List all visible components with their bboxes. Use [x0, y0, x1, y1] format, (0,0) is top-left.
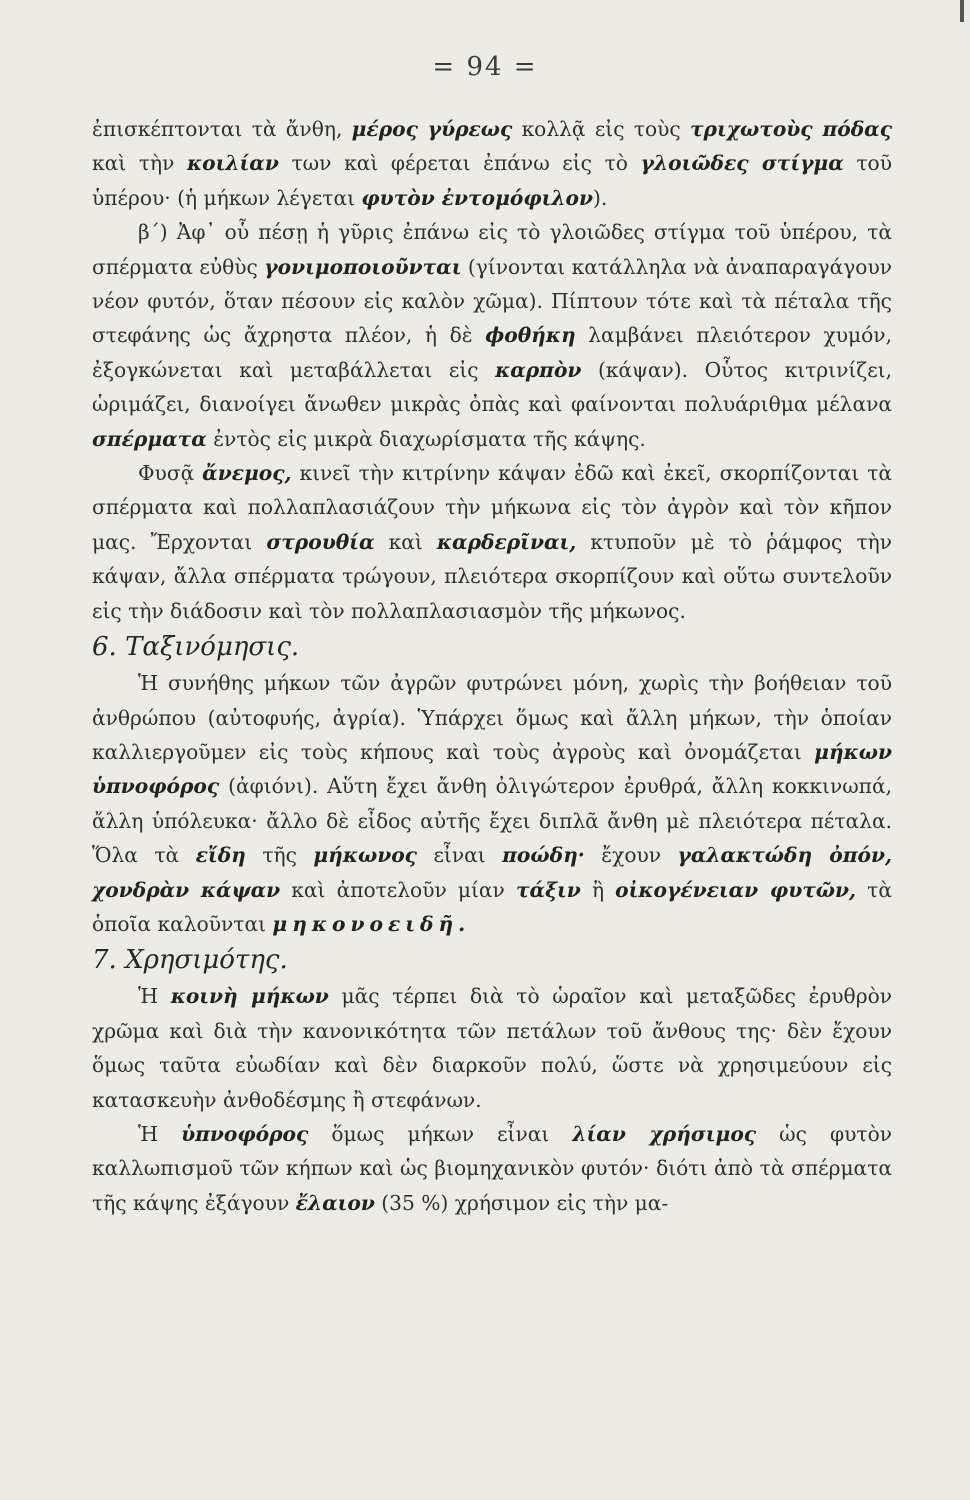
- term-order: τάξιν: [515, 877, 581, 902]
- term-fertilized: γονιμοποιοῦνται: [264, 254, 462, 279]
- text-run: των καὶ φέρεται ἐπάνω εἰς τὸ: [278, 151, 641, 176]
- term-common-poppy: κοινὴ μήκων: [170, 984, 329, 1009]
- text-run: καὶ: [374, 529, 437, 554]
- text-run: ἢ: [580, 877, 616, 902]
- term-wind: ἄνεμος,: [202, 461, 292, 486]
- section-heading-usefulness: 7. Χρησιμότης.: [92, 945, 288, 976]
- term-plant-family: οἰκογένειαν φυτῶν,: [615, 877, 857, 902]
- text-run: εἶναι: [416, 843, 503, 868]
- term-fruit: καρπὸν: [495, 357, 582, 382]
- text-run: τῆς: [245, 843, 314, 868]
- term-pollen-part: μέρος γύρεως: [351, 117, 513, 141]
- term-sparrows: στρουθία: [266, 529, 375, 554]
- text-run: Ἡ: [138, 984, 171, 1009]
- term-very-useful: λίαν χρήσιμος: [572, 1121, 757, 1146]
- text-run: κολλᾷ εἰς τοὺς: [512, 117, 690, 141]
- term-species: εἴδη: [195, 843, 246, 868]
- text-run: ).: [593, 185, 608, 210]
- paragraph-pollination-end: [92, 112, 892, 215]
- term-hairy-legs: τριχωτοὺς πόδας: [689, 117, 892, 141]
- term-belly: κοιλίαν: [187, 151, 279, 176]
- text-run: ἔχουν: [584, 843, 678, 868]
- text-run: (κάψαν). Οὗτος κιτρινίζει, ὡριμάζει, διανοίγει ἄνωθεν μικρὰς ὀπὰς καὶ φαίνονται πολυάριθμα μέλανα: [92, 357, 892, 417]
- term-opium-poppy: μήκων ὑπνοφόρος: [92, 739, 892, 799]
- text-run: μᾶς τέρπει διὰ τὸ ὡραῖον καὶ μεταξῶδες ἐρυθρὸν χρῶμα καὶ διὰ τὴν κανονικότητα τῶν πετάλων τοῦ ἄνθους της· δὲν ἔχουν ὅμως ταῦτα εὐωδίαν καὶ δὲν διαρκοῦν πολύ, ὥστε νὰ χρησιμεύουν εἰς κατασκευὴν ἀνθοδέσμης ἢ στεφάνων.: [92, 984, 892, 1112]
- term-herbaceous: ποώδη·: [502, 843, 585, 868]
- text-run: καὶ ἀποτελοῦν μίαν: [280, 877, 516, 902]
- body-text: [92, 112, 892, 1220]
- text-run: Φυσᾷ: [138, 461, 203, 486]
- term-papaveraceae: μηκονοειδῆ.: [272, 911, 471, 936]
- paragraph-fertilization: [92, 215, 892, 456]
- text-run: ἐντὸς εἰς μικρὰ διαχωρίσματα τῆς κάψης.: [206, 426, 646, 451]
- term-entomophilous: φυτὸν ἐντομόφιλον: [361, 185, 594, 210]
- text-run: κτυποῦν μὲ τὸ ῥάμφος τὴν κάψαν, ἄλλα σπέρματα τρώγουν, πλειότερα σκορπίζουν καὶ οὕτω συντελοῦν εἰς τὴν διάδοσιν καὶ τὸν πολλαπλασιασμὸν τῆς μήκωνος.: [92, 529, 892, 623]
- text-run: Ἡ συνήθης μήκων τῶν ἀγρῶν φυτρώνει μόνη, χωρὶς τὴν βοήθειαν τοῦ ἀνθρώπου (αὐτοφυής, ἀγρία). Ὑπάρχει ὅμως καὶ ἄλλη μήκων, τὴν ὁποίαν καλλιεργοῦμεν εἰς τοὺς κήπους καὶ τοὺς ἀγροὺς καὶ ὀνομάζεται: [92, 671, 892, 764]
- paragraph-opium-poppy-use: [92, 1117, 892, 1220]
- term-seeds: σπέρματα: [92, 426, 207, 451]
- text-run: (35 %) χρήσιμον εἰς τὴν μα-: [374, 1190, 669, 1215]
- term-oil: ἔλαιον: [295, 1190, 375, 1215]
- text-run: (ἀφιόνι). Αὕτη ἔχει ἄνθη ὀλιγώτερον ἐρυθρά, ἄλλη κοκκινωπά, ἄλλη ὑπόλευκα· ἄλλο δὲ εἶδος αὐτῆς ἔχει διπλᾶ ἄνθη μὲ πλειότερα πέταλα. Ὅλα τὰ: [92, 774, 892, 868]
- text-run: τοῦ ὑπέρου· (ἡ μήκων λέγεται: [92, 151, 892, 210]
- term-poppy: μήκωνος: [313, 843, 417, 868]
- text-run: λαμβάνει πλειότερον χυμόν, ἐξογκώνεται καὶ μεταβάλλεται εἰς: [92, 323, 892, 382]
- term-stigma: γλοιῶδες στίγμα: [640, 151, 844, 176]
- text-run: Ἡ: [138, 1121, 182, 1146]
- text-run: (γίνονται κατάλληλα νὰ ἀναπαραγάγουν νέον φυτόν, ὅταν πέσουν εἰς καλὸν χῶμα). Πίπτουν τότε καὶ τὰ πέταλα τῆς στεφάνης ὡς ἄχρηστα πλέον, ἡ δὲ: [92, 254, 893, 348]
- page-number: = 94 =: [432, 52, 538, 82]
- term-goldfinches: καρδερῖναι,: [436, 529, 577, 554]
- text-run: κινεῖ τὴν κιτρίνην κάψαν ἐδῶ καὶ ἐκεῖ, σκορπίζονται τὰ σπέρματα καὶ πολλαπλασιάζουν τὴν μήκωνα εἰς τὸν ἀγρὸν καὶ τὸν κῆπον μας. Ἔρχονται: [92, 461, 892, 554]
- page-edge-mark: [960, 0, 964, 22]
- text-run: τὰ ὁποῖα καλοῦνται: [92, 877, 892, 936]
- text-run: ὡς φυτὸν καλλωπισμοῦ τῶν κήπων καὶ ὡς βιομηχανικὸν φυτόν· διότι ἀπὸ τὰ σπέρματα τῆς κάψης ἐξάγουν: [92, 1121, 893, 1215]
- term-opium-poppy: ὑπνοφόρος: [181, 1121, 309, 1146]
- term-milky-sap: γαλακτώδη ὀπόν, χονδρὰν κάψαν: [92, 843, 892, 902]
- text-run: καὶ τὴν: [92, 151, 188, 176]
- text-run: ἐπισκέπτονται τὰ ἄνθη,: [92, 117, 352, 141]
- paragraph-common-poppy-use: [92, 979, 892, 1117]
- paragraph-seed-dispersal: [92, 456, 892, 628]
- text-run: β΄) Ἀφ᾽ οὗ πέσῃ ἡ γῦρις ἐπάνω εἰς τὸ γλοιῶδες στίγμα τοῦ ὑπέρου, τὰ σπέρματα εὐθὺς: [92, 220, 892, 279]
- term-ovary: ϕοθήκη: [485, 323, 576, 348]
- paragraph-classification: [92, 666, 892, 941]
- text-run: ὅμως μήκων εἶναι: [308, 1121, 573, 1146]
- section-heading-classification: 6. Ταξινόμησις.: [92, 632, 300, 663]
